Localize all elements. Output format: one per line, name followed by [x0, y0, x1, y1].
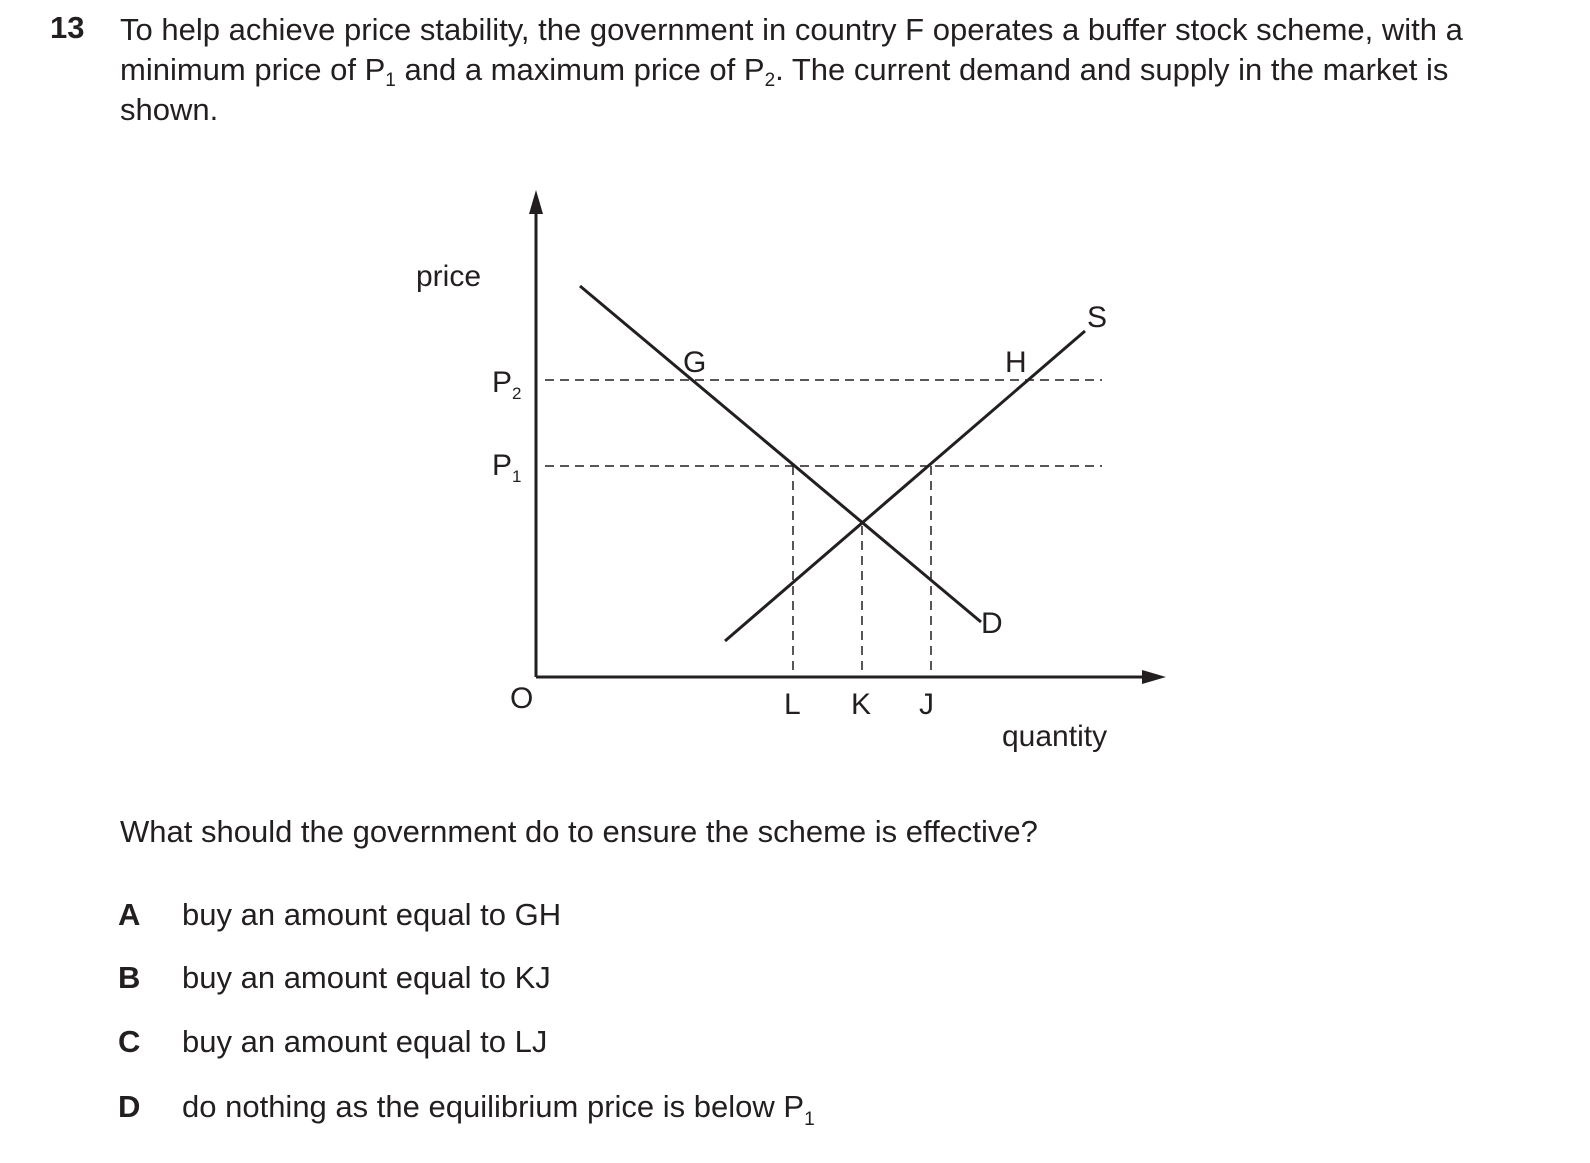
option-letter: C	[118, 1024, 141, 1059]
option-subscript: 1	[804, 1109, 815, 1130]
question-number: 13	[50, 10, 85, 45]
p2-label: $P_2$	[492, 366, 522, 403]
stem-text-1: To help achieve price stability, the government in country F operates a buffer stock scheme, with a minimum price of P	[120, 12, 1463, 87]
stem-subscript-2: 2	[764, 70, 776, 91]
option-letter: A	[118, 897, 141, 932]
option-text: buy an amount equal to KJ	[182, 960, 551, 995]
y-axis-label: price	[416, 260, 482, 293]
quantity-label-j: J	[919, 688, 934, 721]
point-label-h: H	[1005, 346, 1027, 379]
demand-label: D	[981, 607, 1003, 640]
option-text: buy an amount equal to LJ	[182, 1024, 548, 1059]
option-letter: B	[118, 960, 141, 995]
point-label-g: G	[683, 346, 707, 379]
supply-label: S	[1087, 301, 1108, 334]
x-axis-label: quantity	[1002, 720, 1108, 753]
demand-curve	[580, 286, 981, 622]
x-axis-arrow	[1142, 670, 1166, 684]
supply-curve	[725, 331, 1085, 641]
stem-text-2: and a maximum price of P	[395, 52, 765, 87]
stem-subscript-1: 1	[385, 70, 396, 91]
option-c[interactable]	[118, 1022, 547, 1062]
origin-label: O	[510, 682, 534, 715]
p1-label: $P_1$	[492, 449, 522, 486]
y-axis-arrow	[529, 190, 543, 214]
option-letter: D	[118, 1089, 141, 1124]
option-text: buy an amount equal to GH	[182, 897, 562, 932]
quantity-label-k: K	[851, 688, 872, 721]
option-b[interactable]	[118, 958, 551, 998]
question-prompt: What should the government do to ensure the scheme is effective?	[120, 814, 1038, 849]
quantity-label-l: L	[784, 688, 801, 721]
stem-text-3: . The current demand and supply in the market is shown.	[120, 52, 1449, 127]
option-a[interactable]	[118, 895, 561, 935]
option-text: do nothing as the equilibrium price is below P	[182, 1089, 805, 1124]
option-d[interactable]	[118, 1087, 815, 1130]
